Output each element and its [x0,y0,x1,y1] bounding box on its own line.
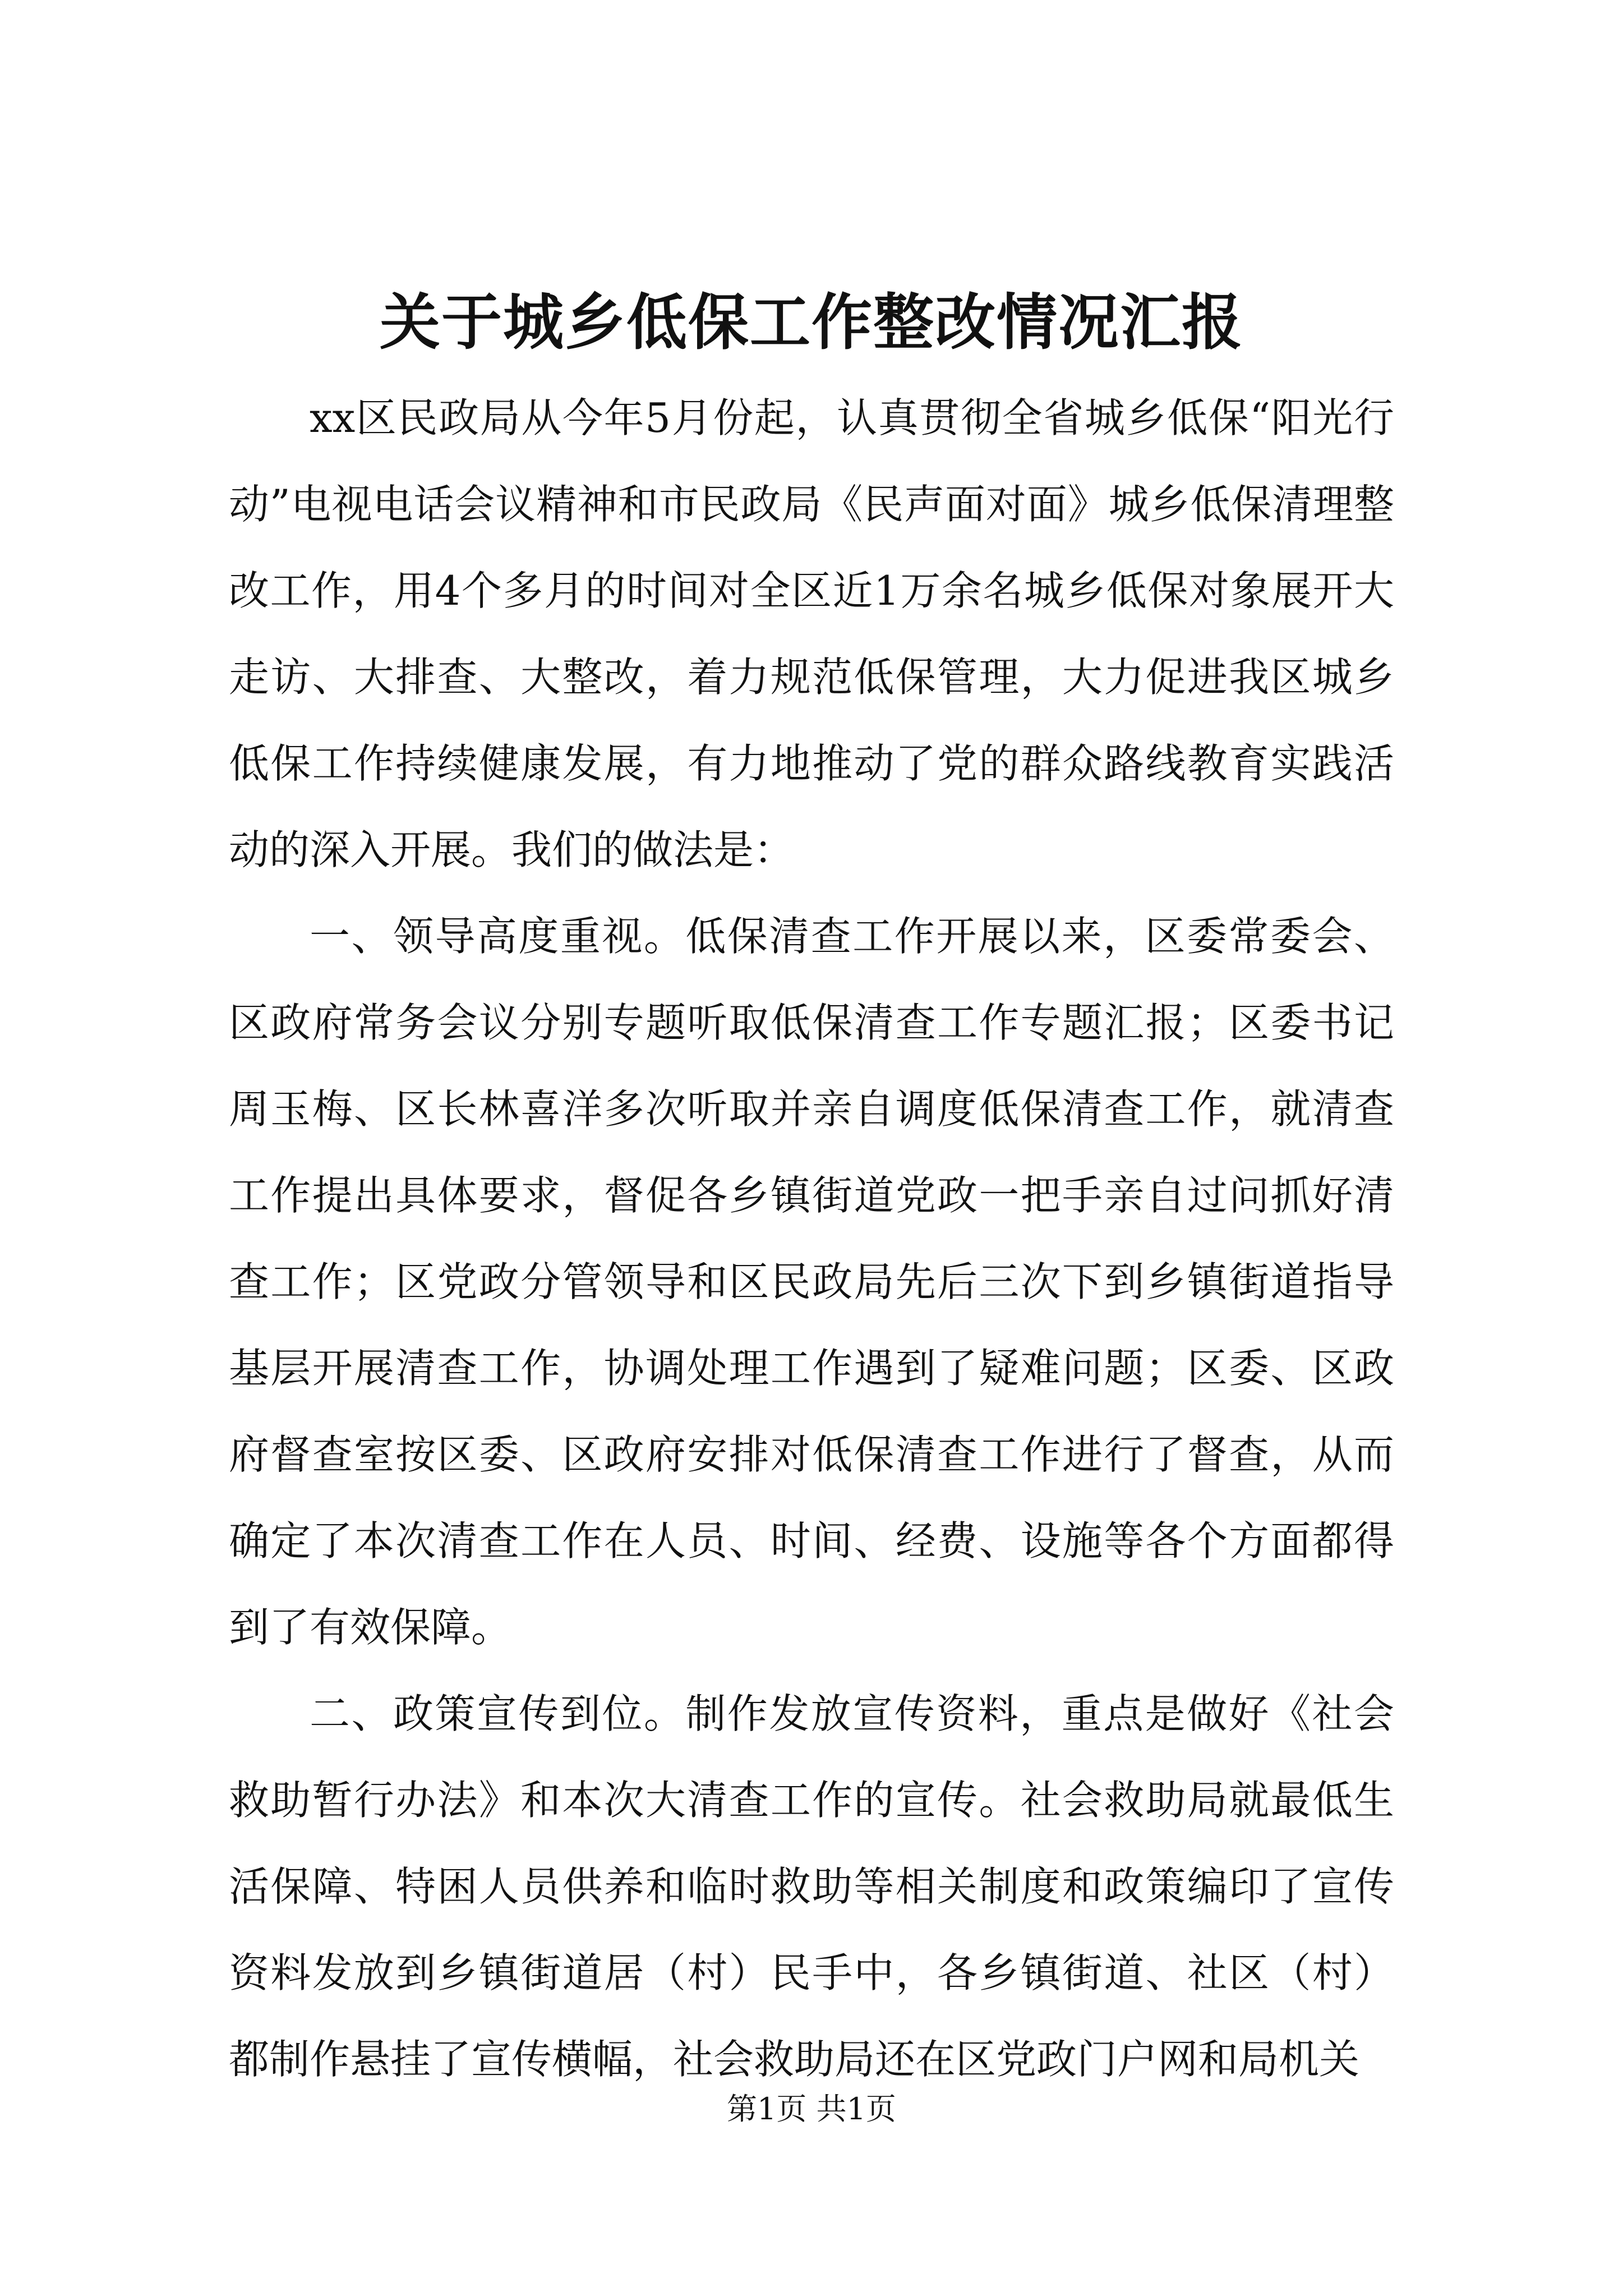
page-number-label: 第1页 共1页 [727,2091,896,2127]
document-title: 关于城乡低保工作整改情况汇报 [379,287,1243,358]
document-body [229,375,1394,2102]
paragraph-policy: 二、政策宣传到位。制作发放宣传资料，重点是做好《社会救助暂行办法》和本次大清查工作的宣传。社会救助局就最低生活保障、特困人员供养和临时救助等相关制度和政策编印了宣传资料发放到乡镇街道居（村）民手中，各乡镇街道、社区（村）都制作悬挂了宣传横幅，社会救助局还在区党政门户网和局机关 [229,1690,1394,2083]
paragraph-leadership: 一、领导高度重视。低保清查工作开展以来，区委常委会、区政府常务会议分别专题听取低保清查工作专题汇报；区委书记周玉梅、区长林喜洋多次听取并亲自调度低保清查工作，就清查工作提出具体要求，督促各乡镇街道党政一把手亲自过问抓好清查工作；区党政分管领导和区民政局先后三次下到乡镇街道指导基层开展清查工作，协调处理工作遇到了疑难问题；区委、区政府督查室按区委、区政府安排对低保清查工作进行了督查，从而确定了本次清查工作在人员、时间、经费、设施等各个方面都得到了有效保障。 [229,913,1394,1651]
paragraph-intro: xx区民政局从今年5月份起，认真贯彻全省城乡低保“阳光行动”电视电话会议精神和市民政局《民声面对面》城乡低保清理整改工作，用4个多月的时间对全区近1万余名城乡低保对象展开大走访、大排查、大整改，着力规范低保管理，大力促进我区城乡低保工作持续健康发展，有力地推动了党的群众路线教育实践活动的深入开展。我们的做法是： [229,394,1394,873]
page-footer [0,2090,1623,2129]
